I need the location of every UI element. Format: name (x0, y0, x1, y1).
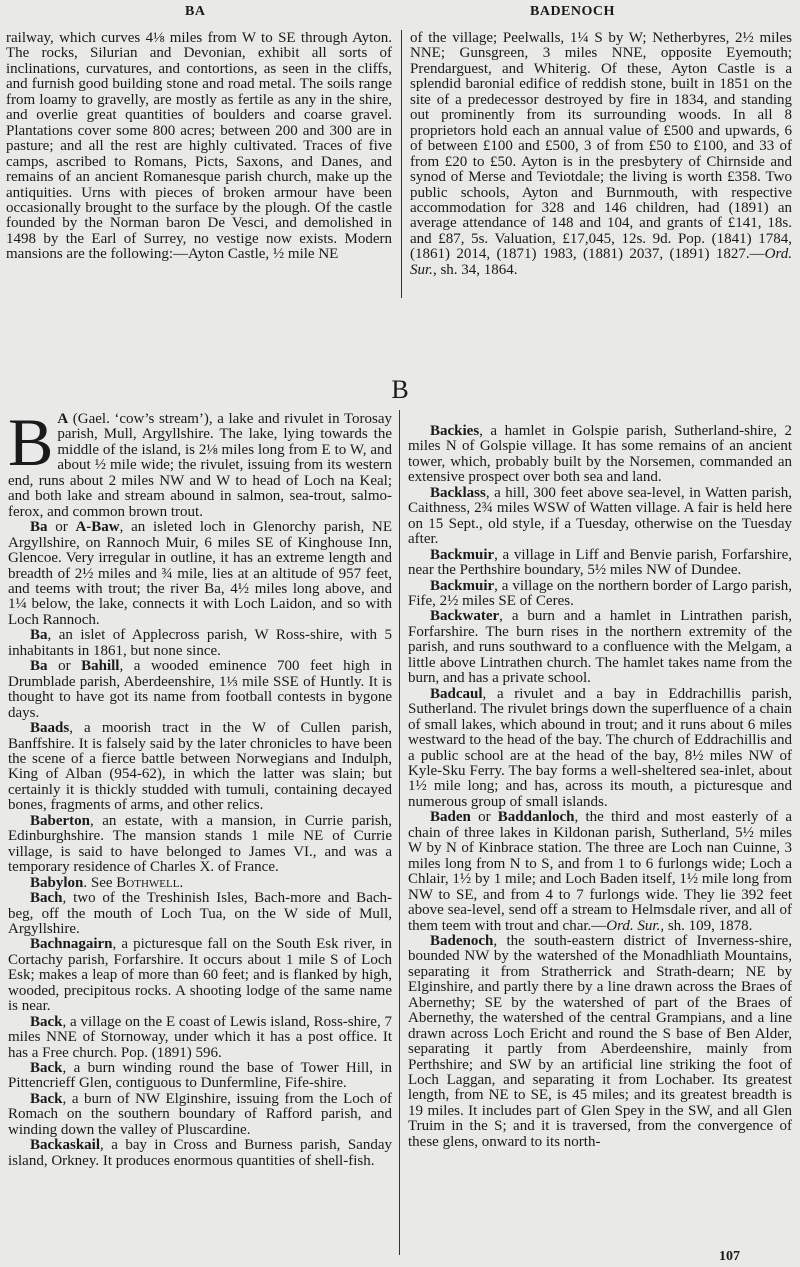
gazetteer-entry (408, 424, 792, 486)
entry-text: , a rivulet and a bay in Eddrachillis parish, Sutherland. The rivulet brings down the superfluence of a chain of small lakes, which abound in trout; and it runs about 6 miles westward to the head of the bay. The church of Eddrachillis and a public school are at the head of the bay, 8½ miles NW of Kyle-Sku Ferry. The bay forms a well-sheltered sea-inlet, about 1½ mile long; and has, across its mouth, a picturesque and numerous group of small islands. (408, 685, 792, 810)
citation-abbrev: Ord. Sur. (410, 246, 792, 278)
gazetteer-entry (8, 876, 392, 891)
entry-text: , a village in Liff and Benvie parish, Forfarshire, near the Perthshire boundary, 5½ miles NW of Dundee. (408, 546, 792, 579)
entry-text: , an isleted loch in Glenorchy parish, NE Argyllshire, on Rannoch Muir, 6 miles SE of Kinghouse Inn, Glencoe. Very irregular in outline, it has an extreme length and breadth of 2½ miles and ¾ mile, lies at an altitude of 957 feet, and teems with trout; the river Ba, 4½ miles long above, and 1¼ below, the lake, connects it with Loch Laidon, and so with Loch Rannoch. (8, 519, 392, 628)
entry-text: , a burn winding round the base of Tower Hill, in Pittencrieff Glen, contiguous to Dunfermline, Fife-shire. (8, 1060, 392, 1092)
entry-text: , the third and most easterly of a chain of three lakes in Kildonan parish, Sutherland, 5½ miles W by N of Kinbrace station. The three are Loch nan Cuinne, 3 miles long from N to S, and from 1 to 6 furlongs wide; Loch a Chlair, 1½ by 1 mile; and Loch Baden itself, 1½ mile long from NW to SE, and from 4 to 7 furlongs wide. They lie 392 feet above sea-level, send off a stream to Helmsdale river, and all of them teem with trout and char.— (408, 809, 792, 934)
entry-text: , sh. 34, 1864. (432, 261, 518, 278)
entry-text: , a burn and a hamlet in Lintrathen parish, Forfarshire. The burn rises in the northern extremity of the parish, and runs southward to a confluence with the Melgam, a little above Lintrathen church. The hamlet takes name from the burn, and has a private school. (408, 608, 792, 687)
entry-headword: Backmuir (430, 577, 495, 594)
entry-headword: Back (30, 1060, 63, 1077)
gazetteer-entry (8, 404, 392, 520)
citation-abbrev: Ord. Sur. (606, 917, 661, 934)
gazetteer-entry (8, 937, 392, 1014)
entry-headword: Ba (30, 658, 48, 675)
column-divider (399, 410, 400, 1255)
entry-headword: Bachnagairn (30, 936, 113, 953)
entry-headword: Baddanloch (497, 809, 575, 826)
gazetteer-entry (8, 721, 392, 814)
gazetteer-entry (8, 891, 392, 937)
gazetteer-entry (408, 687, 792, 811)
continued-text (6, 31, 392, 263)
entry-text: railway, which curves 4⅛ miles from W to SE through Ayton. The rocks, Silurian and Devonian, exhibit all sorts of inclinations, curvatures, and contortions, as seen in the cliffs, and furnish good building stone and road metal. The soils range from loamy to gravelly, are mostly as fertile as any in the shire, and overlie great quantities of boulders and coarse gravel. Plantations cover some 800 acres; between 200 and 300 are in pasture; and all the rest are highly cultivated. Traces of five camps, ascribed to Romans, Picts, Saxons, and Danes, and remains of an ancient Romanesque parish church, make up the antiquities. Urns with pieces of broken armour have been occasionally brought to the surface by the plough. Of the castle founded by the Norman baron De Vesci, and demolished in 1498 by the Earl of Surrey, no vestige now exists. Modern mansions are the following:—Ayton Castle, ½ mile NE (6, 30, 392, 263)
entry-text: , a wooded eminence 700 feet high in Drumblade parish, Aberdeenshire, 1⅓ mile SSE of Huntly. It is thought to have got its name from football contests in bygone days. (8, 658, 392, 721)
entry-text: . See (83, 874, 117, 891)
gazetteer-entry (8, 1015, 392, 1061)
entry-text: of the village; Peelwalls, 1¼ S by W; Netherbyres, 2½ miles NNE; Gunsgreen, 3 miles NNE, opposite Eyemouth; Prendarguest, and Whiterig. Of these, Ayton Castle is a splendid baronial edifice of reddish stone, built in 1851 on the site of a predecessor destroyed by fire in 1834, and standing out prominently from its surrounding woods. In all 8 proprietors hold each an annual value of £500 and upwards, 6 of between £100 and £500, 3 of from £50 to £100, and 33 of from £20 to £50. Ayton is in the presbytery of Chirnside and synod of Merse and Teviotdale; the living is worth £358. Two public schools, Ayton and Burnmouth, with respective accommodation for 328 and 146 children, had (1891) an average attendance of 148 and 104, and grants of £141, 18s. and £87, 5s. Valuation, £17,045, 12s. 9d. Pop. (1841) 1784, (1861) 2014, (1871) 1983, (1881) 2037, (1891) 1827.— (410, 30, 792, 263)
gazetteer-entry (8, 659, 392, 721)
gazetteer-entry (8, 520, 392, 628)
entry-text: . (179, 874, 184, 891)
entry-headword: Ba (30, 627, 48, 644)
entry-text: or (47, 658, 82, 675)
entry-headword: A (57, 411, 69, 427)
entry-text: , sh. 109, 1878. (660, 917, 753, 934)
column-divider (401, 30, 402, 298)
entry-text: , two of the Treshinish Isles, Bach-more and Bach-beg, off the mouth of Loch Tua, on the W side of Mull, Argyllshire. (8, 890, 392, 937)
entry-text: , a picturesque fall on the South Esk river, in Cortachy parish, Forfarshire. It occurs about 1 mile S of Loch Esk; makes a leap of more than 60 feet; and is flanked by high, wooded, precipitous rocks. A shooting lodge of the same name is near. (8, 936, 392, 1015)
drop-cap: B (8, 404, 54, 480)
section-letter: B (391, 375, 409, 404)
continued-text (410, 31, 792, 278)
entry-text: , a bay in Cross and Burness parish, Sanday island, Orkney. It produces enormous quantities of shell-fish. (8, 1137, 392, 1169)
entry-headword: Back (30, 1013, 63, 1030)
entry-text: , the south-eastern district of Inverness-shire, bounded NW by the watershed of the Monadhliath Mountains, separating it from Stratherrick and Strath-dearn; NE by Elginshire, and partly there by a line drawn across the Braes of Abernethy; SE by the watershed of part of the Braes of Abernethy, the watershed of the central Grampians, and a line drawn across Loch Ericht and round the S base of Ben Alder, separating it partly from Aberdeenshire, mainly from Perthshire; and SW by an artificial line striking the foot of Loch Laggan, and separating it from Lochaber. Its greatest length, from NE to SE, is 45 miles; and its greatest breadth is 19 miles. It includes part of Glen Spey in the SW, and all Glen Truim in the S; and it is traversed, from the convergence of these glens, onward to its north- (408, 932, 792, 1150)
entry-text: , an islet of Applecross parish, W Ross-shire, with 5 inhabitants in 1861, but none since. (8, 627, 392, 659)
entry-headword: Back (30, 1090, 63, 1107)
column-bottom-right (408, 424, 792, 1150)
gazetteer-entry (8, 1061, 392, 1092)
entry-headword: Badcaul (430, 685, 483, 702)
entry-text: or (470, 809, 498, 826)
entry-headword: Badenoch (430, 932, 494, 949)
entry-headword: Bahill (81, 658, 120, 675)
column-top-right (410, 31, 792, 278)
entry-headword: Babylon (30, 874, 84, 891)
entry-text: , a burn of NW Elginshire, issuing from the Loch of Romach on the southern boundary of Rafford parish, and winding down the valley of Pluscardine. (8, 1090, 392, 1138)
gazetteer-entry (408, 486, 792, 548)
entry-headword: Backies (430, 423, 480, 439)
gazetteer-entry (408, 609, 792, 686)
entry-headword: Backmuir (430, 546, 495, 563)
gazetteer-entry (408, 579, 792, 610)
gazetteer-entry (408, 810, 792, 934)
entry-text: (Gael. ‘cow’s stream’), a lake and rivulet in Torosay parish, Mull, Argyllshire. The lake, lying towards the middle of the island, is 2⅛ miles long from E to W, and about ½ mile wide; the rivulet, issuing from its western end, runs about 2 miles NW and W to head of Loch na Keal; and both lake and stream abound in salmon, sea-trout, salmo-ferox, and common brown trout. (8, 411, 392, 520)
entry-text: , a hill, 300 feet above sea-level, in Watten parish, Caithness, 2¾ miles WSW of Watten village. A fair is held here on 15 Sept., old style, if a Tuesday, otherwise on the Tuesday after. (408, 484, 792, 548)
gazetteer-entry (8, 1092, 392, 1138)
gazetteer-entry (408, 934, 792, 1150)
cross-reference: Bothwell (116, 874, 180, 891)
page-number: 107 (719, 1249, 740, 1264)
gazetteer-entry (8, 1138, 392, 1169)
entry-headword: Baads (30, 720, 70, 737)
gazetteer-entry (408, 548, 792, 579)
entry-text: , a village on the northern border of Largo parish, Fife, 2½ miles SE of Ceres. (408, 577, 792, 609)
entry-headword: Baberton (30, 812, 90, 829)
entry-text: , a moorish tract in the W of Cullen parish, Banffshire. It is falsely said by the later chronicles to have been the scene of a fierce battle between Norwegians and Indulph, King of Alban (954-62), in which the latter was slain; but certainly it is thickly studded with tumuli, containing decayed bones, fragments of arms, and other relics. (8, 720, 392, 814)
running-head-left: BA (185, 4, 206, 19)
running-head-right: BADENOCH (530, 4, 615, 19)
entry-text: , an estate, with a mansion, in Currie parish, Edinburghshire. The mansion stands 1 mile NE of Currie village, is said to have belonged to James VI., and was a temporary residence of Charles X. of France. (8, 812, 392, 876)
entry-headword: Backwater (430, 608, 500, 625)
entry-text: , a village on the E coast of Lewis island, Ross-shire, 7 miles NNE of Stornoway, under which it has a post office. It has a Free church. Pop. (1891) 596. (8, 1013, 392, 1061)
column-top-left (6, 31, 392, 263)
gazetteer-entry (8, 628, 392, 659)
entry-text: or (47, 519, 76, 536)
entry-headword: A-Baw (75, 519, 120, 536)
entry-headword: Bach (30, 890, 63, 907)
entry-headword: Baden (430, 809, 471, 826)
entry-headword: Ba (30, 519, 48, 536)
column-bottom-left (8, 404, 392, 1169)
entry-headword: Backlass (430, 484, 486, 501)
entry-text: , a hamlet in Golspie parish, Sutherland-shire, 2 miles N of Golspie village. It has some remains of an ancient tower, which, probably built by the Norsemen, commanded an extensive prospect over both sea and land. (408, 423, 792, 486)
gazetteer-entry (8, 814, 392, 876)
entry-headword: Backaskail (30, 1137, 101, 1154)
